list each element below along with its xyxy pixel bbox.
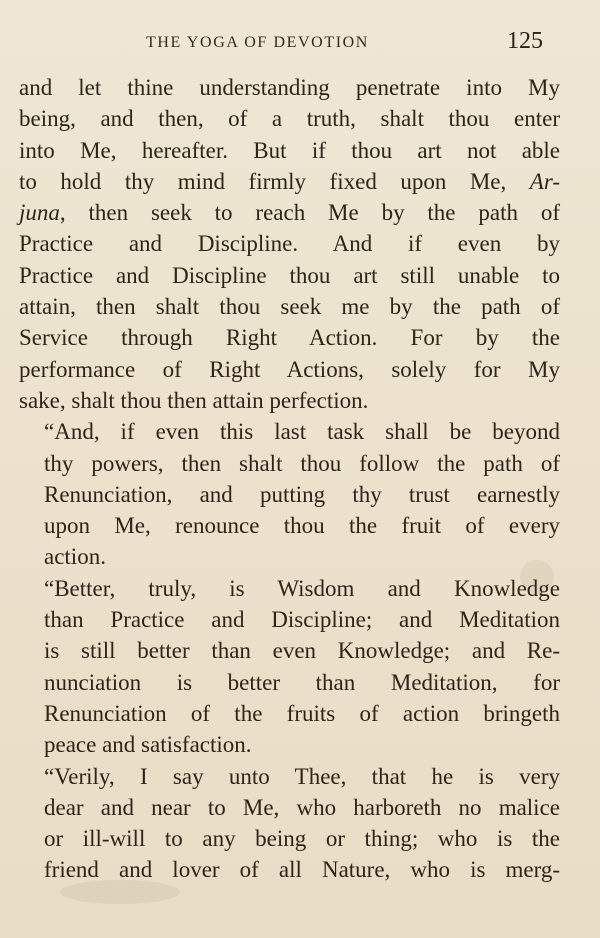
text-line: Renunciation, and putting thy trust earnestly — [44, 481, 560, 507]
text-line: “Better, truly, is Wisdom and Knowledge — [44, 575, 560, 601]
emphasis-text: Ar- — [529, 168, 560, 194]
page-number: 125 — [507, 28, 543, 54]
text-line: is still better than even Knowledge; and Re- — [44, 638, 560, 664]
text-line: and let thine understanding penetrate into My — [19, 75, 560, 100]
paragraph — [19, 573, 560, 761]
text-segment: to hold thy mind firmly fixed upon Me, — [19, 168, 530, 194]
text-line: or ill-will to any being or thing; who is the — [44, 826, 560, 852]
text-line: performance of Right Actions, solely for My — [19, 356, 560, 382]
text-line: nunciation is better than Meditation, for — [44, 669, 560, 695]
text-line: upon Me, renounce thou the fruit of every — [44, 513, 560, 539]
text-line: Practice and Discipline. And if even by — [19, 231, 560, 257]
running-title: THE YOGA OF DEVOTION — [146, 34, 369, 51]
text-line: Service through Right Action. For by the — [19, 325, 560, 351]
text-line: into Me, hereafter. But if thou art not able — [19, 137, 560, 163]
text-line: peace and satisfaction. — [44, 732, 252, 758]
text-line: Practice and Discipline thou art still unable to — [19, 262, 560, 288]
text-line: friend and lover of all Nature, who is merg- — [44, 857, 560, 883]
text-line: dear and near to Me, who harboreth no malice — [44, 794, 560, 820]
text-line: thy powers, then shalt thou follow the path of — [44, 450, 560, 476]
body-text — [19, 72, 560, 886]
text-segment: , then seek to reach Me by the path of — [59, 200, 560, 226]
text-line — [19, 197, 560, 228]
paragraph — [19, 416, 560, 572]
text-line: being, and then, of a truth, shalt thou enter — [19, 106, 560, 132]
text-line: action. — [44, 544, 106, 570]
text-line: sake, shalt thou then attain perfection. — [19, 387, 369, 413]
running-head — [0, 26, 600, 62]
text-line: than Practice and Discipline; and Meditation — [44, 607, 560, 633]
emphasis-text: juna — [19, 200, 60, 226]
text-line — [19, 166, 560, 197]
text-line: Renunciation of the fruits of action bringeth — [44, 700, 560, 726]
text-line: “Verily, I say unto Thee, that he is very — [44, 763, 560, 789]
paragraph — [19, 761, 560, 886]
text-line: attain, then shalt thou seek me by the path of — [19, 294, 560, 320]
text-line: “And, if even this last task shall be beyond — [44, 419, 560, 445]
paragraph — [19, 72, 560, 416]
